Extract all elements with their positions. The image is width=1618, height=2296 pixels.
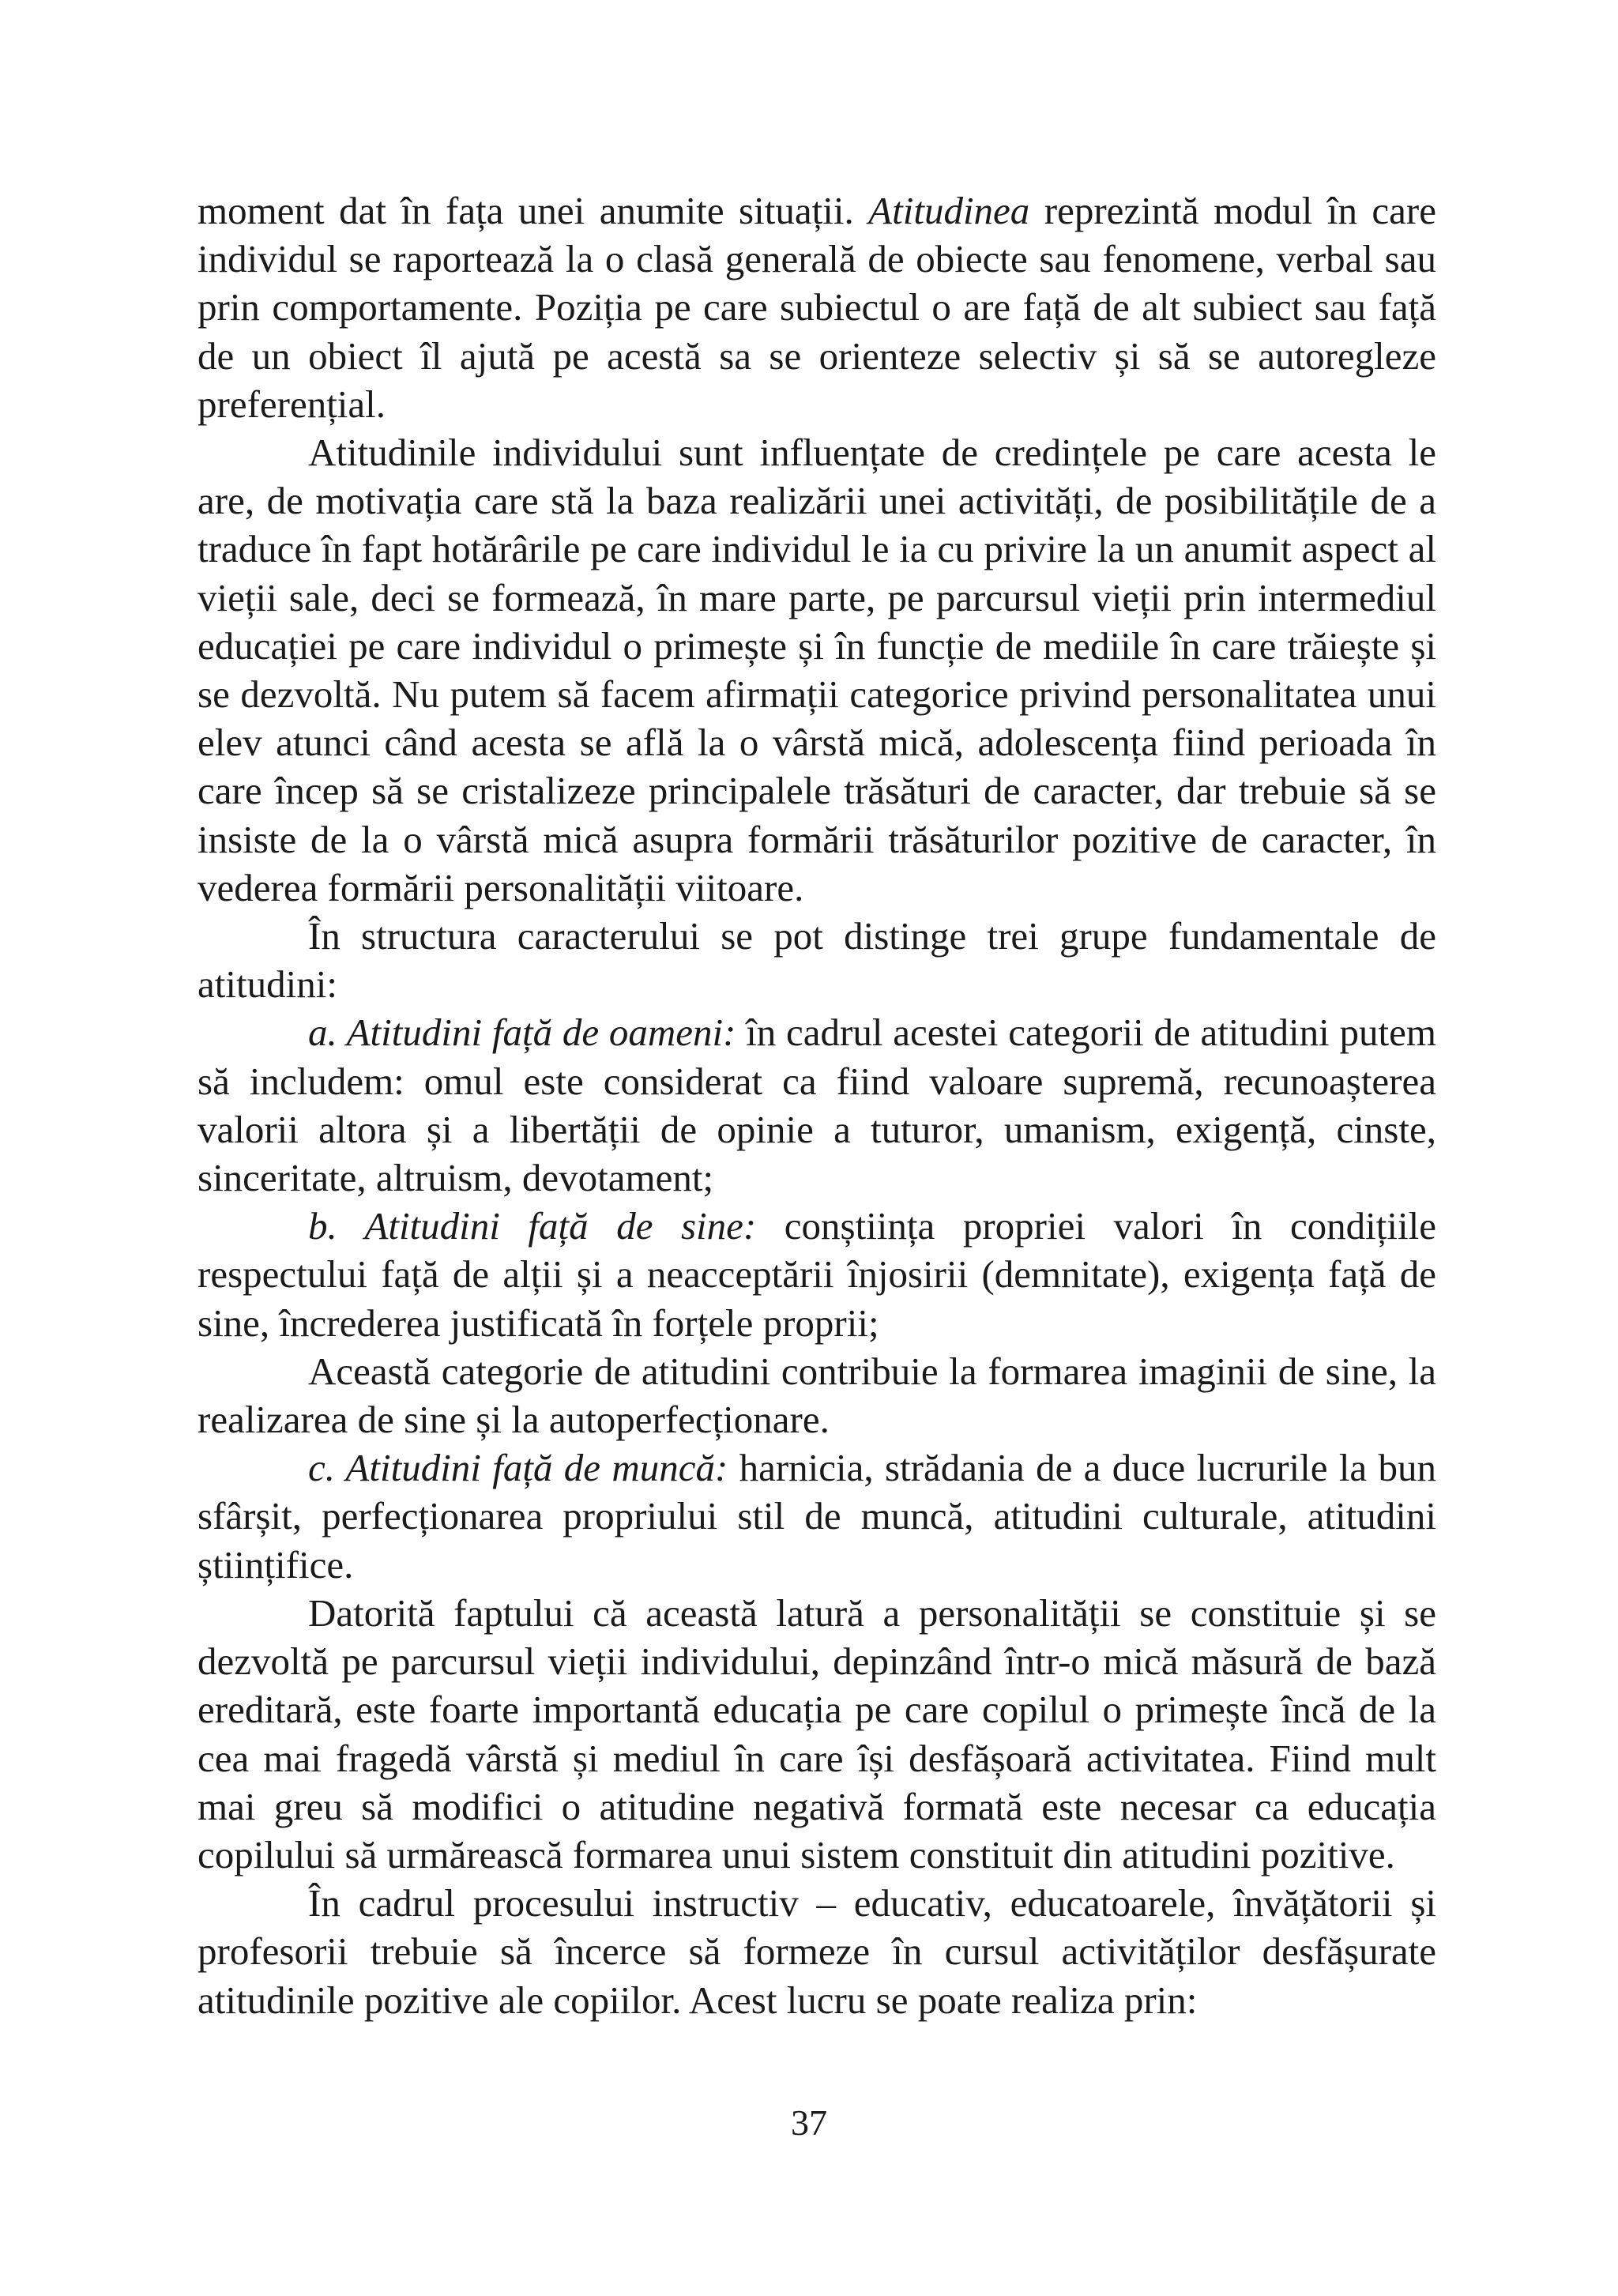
term-atitudinea: Atitudinea [868,189,1030,232]
list-item-c: c. Atitudini față de muncă: harnicia, strădania de a duce lucrurile la bun sfârșit, perfecționarea propriului stil de muncă, atitudini culturale, atitudini științifice. [198,1446,1436,1586]
list-item-c-heading: c. Atitudini față de muncă: [308,1446,728,1490]
paragraph-2: Atitudinile individului sunt influențate de credințele pe care acesta le are, de motivația care stă la baza realizării unei activități, de posibilitățile de a traduce în fapt hotărârile pe care individul le ia cu privire la un anumit aspect al vieții sale, deci se formează, în mare parte, pe parcursul vieții prin intermediul educației pe care individul o primește și în funcție de mediile în care trăiește și se dezvoltă. Nu putem să facem afirmații categorice privind personalitatea unui elev atunci când acesta se află la o vârstă mică, adolescența fiind perioada în care încep să se cristalizeze principalele trăsături de caracter, dar trebuie să se insiste de la o vârstă mică asupra formării trăsăturilor pozitive de caracter, în vederea formării personalității viitoare. [198,431,1436,909]
paragraph-6: Această categorie de atitudini contribuie la formarea imaginii de sine, la realizarea de sine și la autoperfecționare. [198,1349,1436,1442]
body-text [198,186,1436,2024]
list-item-b-heading: b. Atitudini față de sine: [308,1204,757,1248]
paragraph-3: În structura caracterului se pot distinge trei grupe fundamentale de atitudini: [198,914,1436,1007]
page-number: 37 [791,2102,827,2143]
paragraph-1: moment dat în fața unei anumite situații. Atitudinea reprezintă modul în care individul se raportează la o clasă generală de obiecte sau fenomene, verbal sau prin comportamente. Poziția pe care subiectul o are față de alt subiect sau față de un obiect îl ajută pe acestă sa se orienteze selectiv și să se autoregleze preferențial. [198,189,1436,426]
list-item-b: b. Atitudini față de sine: conștiința propriei valori în condițiile respectului față de alții și a neacceptării înjosirii (demnitate), exigența față de sine, încrederea justificată în forțele proprii; [198,1204,1437,1345]
list-item-a-heading: a. Atitudini față de oameni: [308,1011,736,1055]
list-item-a: a. Atitudini față de oameni: în cadrul acestei categorii de atitudini putem să includem: omul este considerat ca fiind valoare supremă, recunoașterea valorii altora și a libertății de opinie a tuturor, umanism, exigență, cinste, sinceritate, altruism, devotament; [198,1011,1436,1200]
paragraph-9: În cadrul procesului instructiv – educativ, educatoarele, învățătorii și profesorii trebuie să încerce să formeze în cursul activităților desfășurate atitudinile pozitive ale copiilor. Acest lucru se poate realiza prin: [198,1881,1436,2022]
paragraph-8: Datorită faptului că această latură a personalității se constituie și se dezvoltă pe parcursul vieții individului, depinzând într-o mică măsură de bază ereditară, este foarte importantă educația pe care copilul o primește încă de la cea mai fragedă vârstă și mediul în care își desfășoară activitatea. Fiind mult mai greu să modifici o atitudine negativă formată este necesar ca educația copilului să urmărească formarea unui sistem constituit din atitudini pozitive. [198,1590,1436,1876]
